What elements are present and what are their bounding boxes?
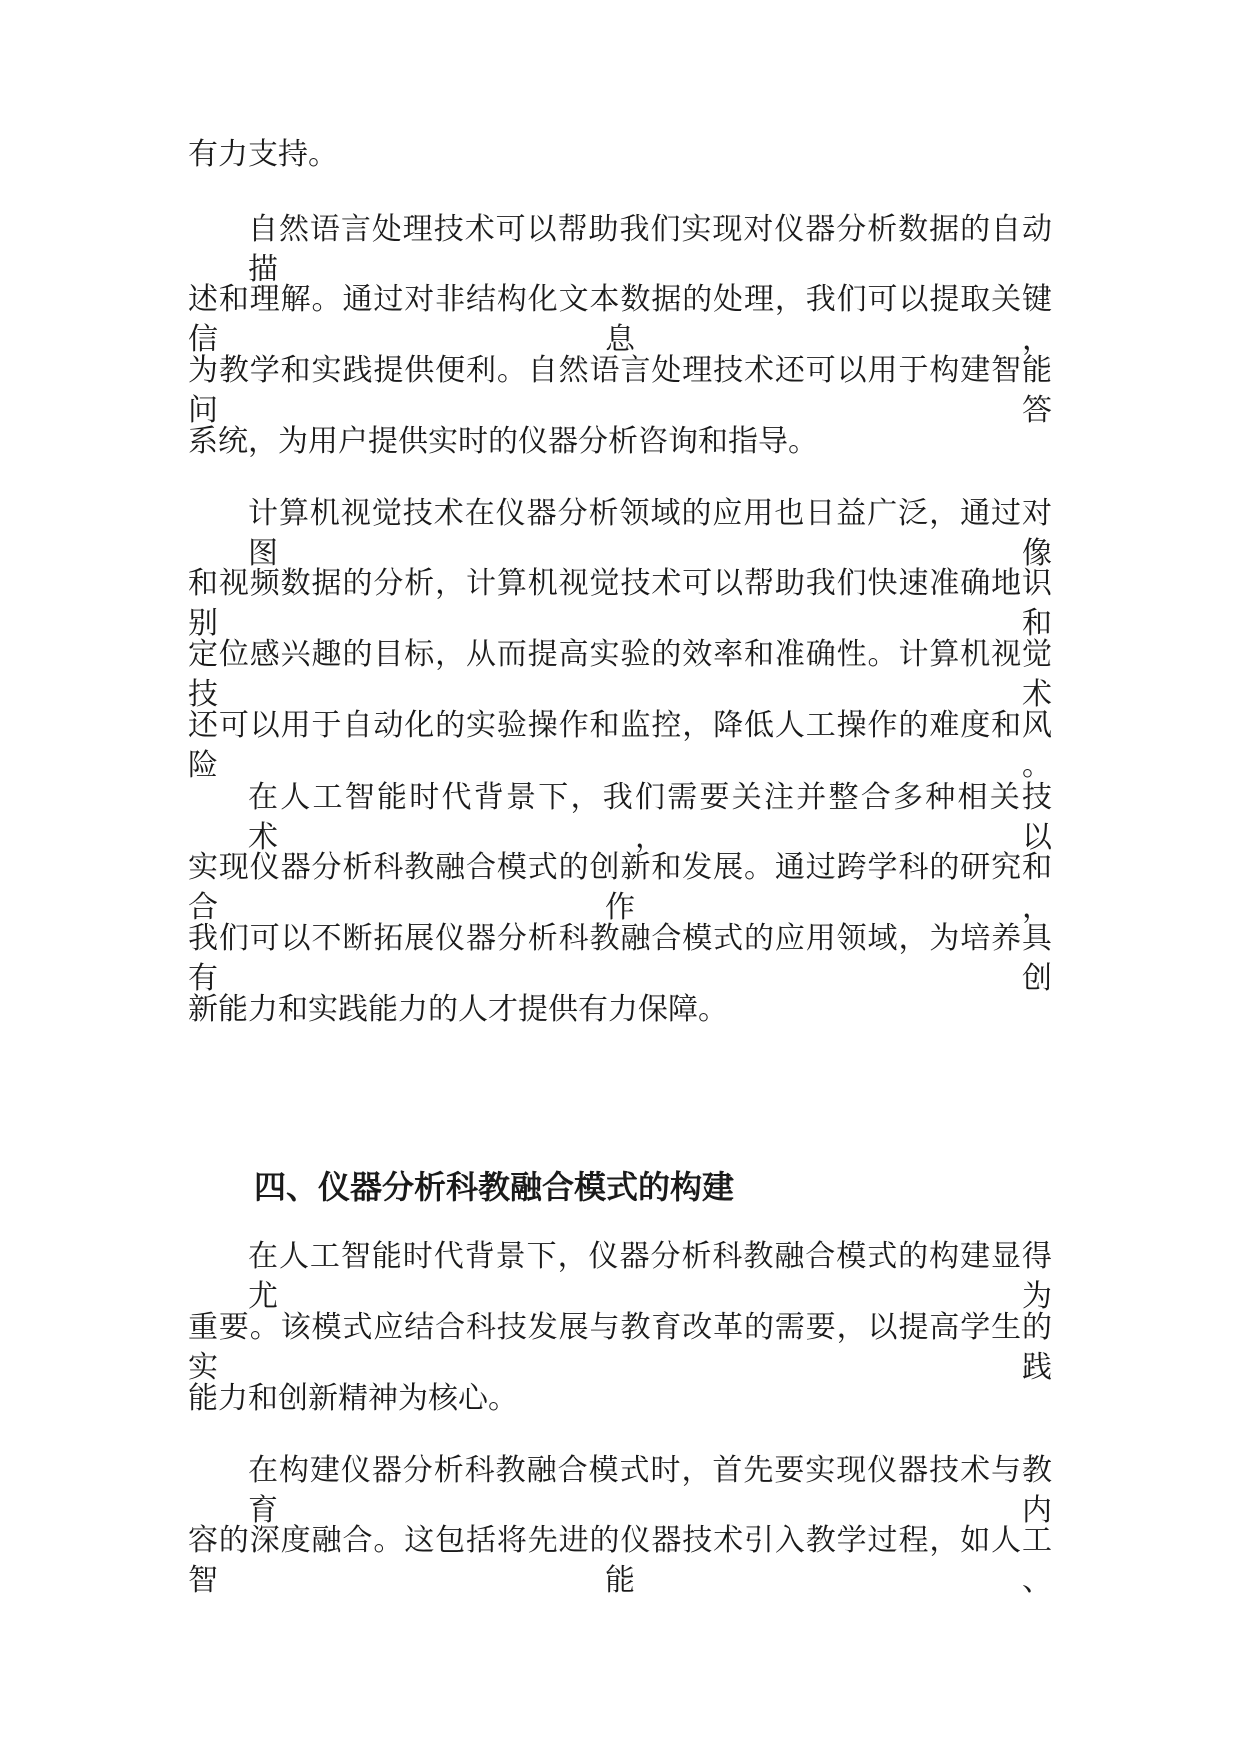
section-heading: 四、仪器分析科教融合模式的构建: [254, 1168, 735, 1206]
paragraph-line: 自然语言处理技术可以帮助我们实现对仪器分析数据的自动描: [248, 212, 1052, 287]
paragraph-line: 重要。该模式应结合科技发展与教育改革的需要，以提高学生的实践: [188, 1310, 1052, 1385]
paragraph-line: 述和理解。通过对非结构化文本数据的处理，我们可以提取关键信息，: [188, 282, 1052, 357]
paragraph-line: 容的深度融合。这包括将先进的仪器技术引入教学过程，如人工智能、: [188, 1523, 1052, 1598]
paragraph-line: 为教学和实践提供便利。自然语言处理技术还可以用于构建智能问答: [188, 353, 1052, 428]
paragraph-line: 实现仪器分析科教融合模式的创新和发展。通过跨学科的研究和合作，: [188, 850, 1052, 925]
paragraph-line: 新能力和实践能力的人才提供有力保障。: [188, 992, 728, 1027]
paragraph-line: 能力和创新精神为核心。: [188, 1381, 518, 1416]
paragraph-line: 我们可以不断拓展仪器分析科教融合模式的应用领域，为培养具有创: [188, 921, 1052, 996]
paragraph-line: 在构建仪器分析科教融合模式时，首先要实现仪器技术与教育内: [248, 1453, 1052, 1528]
paragraph-line: 系统，为用户提供实时的仪器分析咨询和指导。: [188, 424, 818, 459]
paragraph-line: 还可以用于自动化的实验操作和监控，降低人工操作的难度和风险。: [188, 708, 1052, 783]
paragraph-line: 在人工智能时代背景下，仪器分析科教融合模式的构建显得尤为: [248, 1239, 1052, 1314]
paragraph-line: 定位感兴趣的目标，从而提高实验的效率和准确性。计算机视觉技术: [188, 637, 1052, 712]
paragraph-line: 有力支持。: [188, 137, 338, 172]
paragraph-line: 计算机视觉技术在仪器分析领域的应用也日益广泛，通过对图像: [248, 496, 1052, 571]
paragraph-line: 在人工智能时代背景下，我们需要关注并整合多种相关技术，以: [248, 780, 1052, 855]
paragraph-line: 和视频数据的分析，计算机视觉技术可以帮助我们快速准确地识别和: [188, 566, 1052, 641]
